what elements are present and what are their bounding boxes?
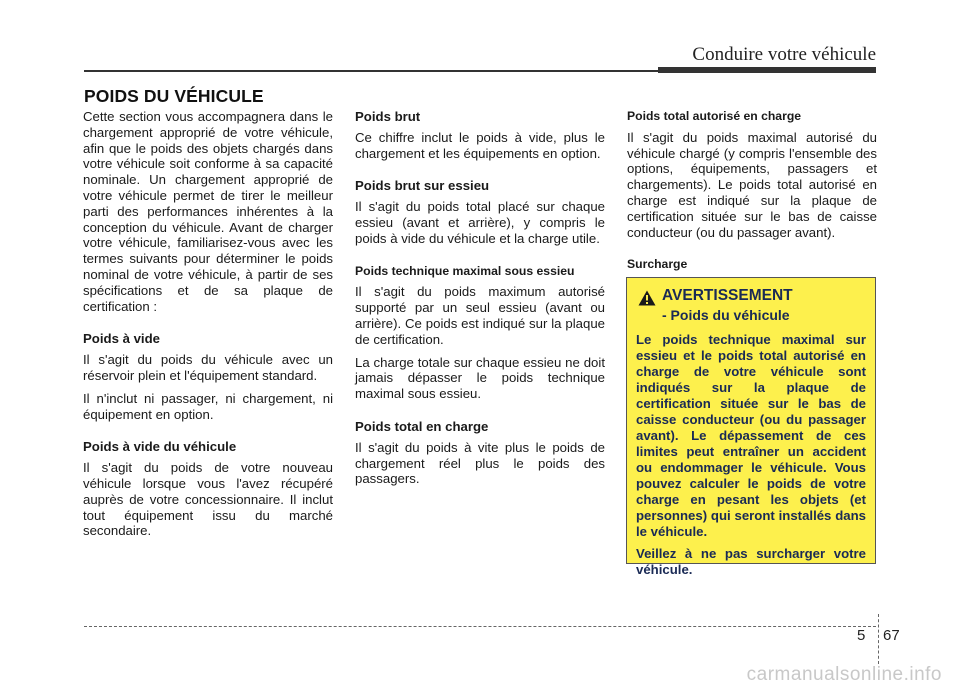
heading-surcharge: Surcharge — [627, 257, 688, 272]
paragraph-poids-total-autorise: Il s'agit du poids maximal autorisé du véhicule chargé (y compris l'ensemble des options, équipements, passagers et chargements). Le poids total autorisé en charge est indiqué sur la plaque de certification située sur le bas de caisse conducteur (ou du passager avant). — [627, 129, 877, 240]
heading-poids-a-vide: Poids à vide — [83, 331, 160, 347]
heading-poids-brut-essieu: Poids brut sur essieu — [355, 178, 490, 194]
paragraph-poids-a-vide-2: Il n'inclut ni passager, ni chargement, ni équipement en option. — [83, 390, 333, 422]
chapter-number: 5 — [857, 627, 866, 644]
heading-poids-technique-maximal: Poids technique maximal sous essieu — [355, 263, 575, 278]
section-title: POIDS DU VÉHICULE — [84, 86, 264, 106]
watermark: carmanualsonline.info — [746, 664, 942, 685]
warning-paragraph-2: Veillez à ne pas surcharger votre véhicule. — [636, 546, 866, 577]
warning-box — [626, 277, 876, 577]
warning-subtitle: - Poids du véhicule — [662, 307, 790, 323]
paragraph-poids-a-vide-1: Il s'agit du poids du véhicule avec un réservoir plein et l'équipement standard. — [83, 352, 333, 383]
chapter-header-title: Conduire votre véhicule — [692, 44, 876, 65]
heading-poids-brut: Poids brut — [355, 109, 421, 124]
paragraph-poids-brut: Ce chiffre inclut le poids à vide, plus le chargement et les équipements en option. — [355, 129, 605, 161]
page-number: 67 — [883, 627, 900, 644]
column-right — [627, 109, 877, 278]
header-rule-accent — [658, 67, 876, 73]
warning-paragraph-1: Le poids technique maximal sur essieu et le poids total autorisé en charge de votre véhicule sont indiqués sur la plaque de certification située sur le bas de caisse conducteur (ou du passager avant). Le dépassement de ces limites peut entraîner un accident ou endommager le véhicule. Vous pouvez calculer le poids de votre charge en pesant les objets (et personnes) qui seront installés dans le véhicule. — [636, 332, 866, 539]
column-left — [83, 109, 333, 546]
footer-page-divider — [878, 614, 879, 664]
warning-header — [636, 288, 866, 332]
paragraph-poids-technique-2: La charge totale sur chaque essieu ne doit jamais dépasser le poids technique maximal sous essieu. — [355, 354, 605, 402]
footer-rule — [84, 626, 876, 627]
paragraph-poids-brut-essieu: Il s'agit du poids total placé sur chaque essieu (avant et arrière), y compris le poids à vide du véhicule et la charge utile. — [355, 199, 605, 246]
column-middle — [355, 109, 605, 494]
heading-poids-total-en-charge: Poids total en charge — [355, 418, 489, 434]
warning-triangle-icon — [638, 290, 656, 306]
paragraph-poids-technique-1: Il s'agit du poids maximum autorisé supporté par un seul essieu (avant ou arrière). Ce poids est indiqué sur la plaque de certification. — [355, 284, 605, 347]
paragraph-poids-total-en-charge: Il s'agit du poids à vite plus le poids de chargement réel plus le poids des passagers. — [355, 439, 605, 487]
intro-paragraph: Cette section vous accompagnera dans le chargement approprié de votre véhicule, afin que le poids des objets chargés dans votre véhicule soit conforme à sa capacité nominale. Un chargement approprié de votre véhicule permet de tirer le meilleur parti des performances inhérentes à la conception du véhicule. Avant de charger votre véhicule, familiarisez-vous avec les termes suivants pour déterminer le poids nominal de votre véhicule, à partir de ses spécifications et de sa plaque de certification : — [83, 109, 333, 314]
heading-poids-a-vide-vehicule: Poids à vide du véhicule — [83, 439, 237, 455]
warning-title: AVERTISSEMENT — [662, 287, 793, 304]
paragraph-poids-a-vide-vehicule: Il s'agit du poids de votre nouveau véhicule lorsque vous l'avez récupéré auprès de votre concessionnaire. Il inclut tout équipement issu du marché secondaire. — [83, 460, 333, 539]
heading-poids-total-autorise: Poids total autorisé en charge — [627, 109, 802, 123]
